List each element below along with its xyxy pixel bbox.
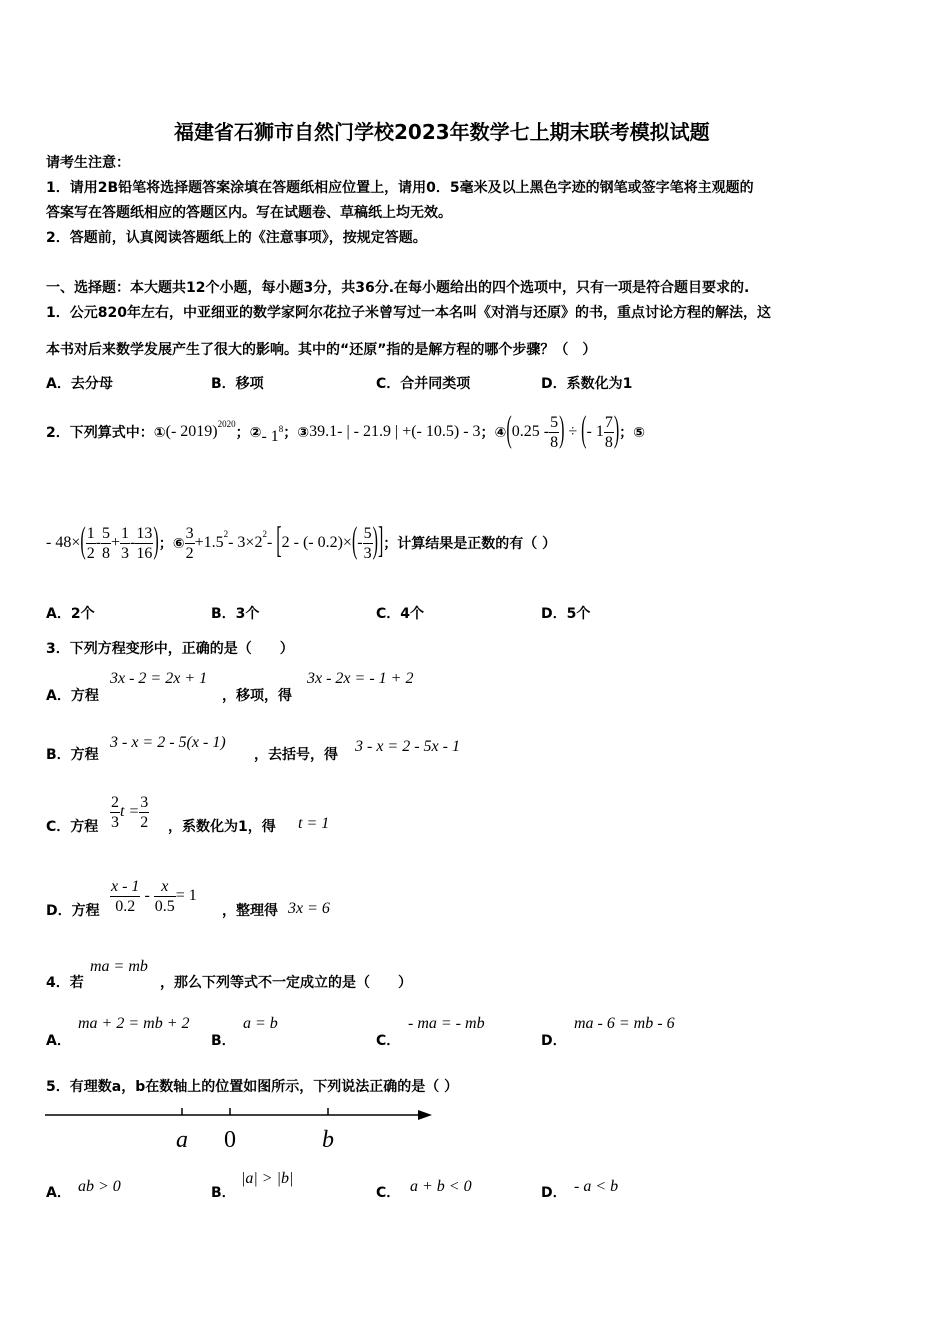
q3-a-equation: 3x - 2 = 2x + 1 (110, 670, 208, 687)
number-line-arrow-icon (418, 1110, 432, 1120)
q5-option-d-expr: - a < b (574, 1178, 619, 1195)
q4-option-a: A． (46, 1033, 71, 1049)
q3-d-result: 3x = 6 (288, 900, 330, 917)
q5-stem: 5．有理数a，b在数轴上的位置如图所示，下列说法正确的是（ ） (46, 1079, 459, 1095)
q2-sep5: ；⑥ (158, 536, 185, 552)
q3-d-prefix: D．方程 (46, 903, 100, 919)
q3-a-result: 3x - 2x = - 1 + 2 (307, 670, 414, 687)
q2-option-a: A．2个 (46, 606, 95, 622)
q5-option-b: B． (211, 1185, 236, 1201)
q2-suffix: ；计算结果是正数的有（ ） (383, 536, 557, 552)
q1-option-d: D．系数化为1 (541, 376, 633, 392)
q1-option-a: A．去分母 (46, 376, 113, 392)
q5-option-c-expr: a + b < 0 (410, 1178, 472, 1195)
q1-stem-line1: 1．公元820年左右，中亚细亚的数学家阿尔花拉子米曾写过一本名叫《对消与还原》的书，重点讨论方程的解法，这 (46, 305, 771, 321)
q3-b-middle: ，去括号，得 (254, 747, 338, 763)
q3-d-middle: ，整理得 (222, 903, 278, 919)
q2-sep2: ；③ (283, 425, 310, 441)
q3-b-equation: 3 - x = 2 - 5(x - 1) (110, 734, 226, 751)
q4-option-a-expr: ma + 2 = mb + 2 (78, 1015, 190, 1032)
q4-condition: ma = mb (90, 958, 148, 975)
q2-line2 (46, 520, 556, 566)
q3-b-result: 3 - x = 2 - 5x - 1 (355, 738, 460, 755)
q2-sep1: ；② (235, 425, 262, 441)
q2-sep4: ；⑤ (619, 425, 646, 441)
label-a: a (176, 1127, 188, 1153)
q2-expr5: - 48× ( $\frac{1}{2}$ - $\frac{5}{8}$ + $\frac{1}{3}$ - $\frac{13}{16}$ ) (46, 522, 159, 562)
q1-option-b: B．移项 (211, 376, 264, 392)
q2-expr4: ( 0.25 - $\frac{5}{8}$ ) ÷ ( - 1 $\frac{7}{8}$ ) (506, 411, 620, 451)
q5-option-c: C． (376, 1185, 401, 1201)
q3-c-middle: ，系数化为1，得 (168, 819, 276, 835)
q2-expr2: - $1^8$ (261, 424, 284, 445)
q5-option-a: A． (46, 1185, 71, 1201)
q5-option-a-expr: ab > 0 (78, 1178, 121, 1195)
q3-d-equation: $\frac{x - 1}{0.2}$ - $\frac{x}{0.5}$ = 1 (111, 877, 197, 915)
number-line (40, 1100, 440, 1160)
notice-line-3: 2．答题前，认真阅读答题纸上的《注意事项》，按规定答题。 (46, 230, 427, 246)
q4-option-d: D． (541, 1033, 567, 1049)
q2-expr3: 39.1- | - 21.9 | +(- 10.5) - 3 (309, 423, 481, 440)
q4-option-c-expr: - ma = - mb (408, 1015, 485, 1032)
q3-c-equation: $\frac{2}{3}$ t = $\frac{3}{2}$ (111, 793, 149, 831)
q3-b-prefix: B．方程 (46, 747, 99, 763)
q4-option-d-expr: ma - 6 = mb - 6 (574, 1015, 675, 1032)
notice-line-1: 1．请用2B铅笔将选择题答案涂填在答题纸相应位置上，请用0．5毫米及以上黑色字迹的钢笔或签字笔将主观题的 (46, 180, 754, 196)
page-title: 福建省石狮市自然门学校2023年数学七上期末联考模拟试题 (174, 120, 710, 144)
q3-a-prefix: A．方程 (46, 688, 99, 704)
q2-line1 (46, 410, 645, 454)
q4-option-b: B． (211, 1033, 236, 1049)
q3-stem: 3．下列方程变形中，正确的是（ ） (46, 641, 294, 657)
q4-prefix: 4．若 (46, 975, 84, 991)
q2-option-c: C．4个 (376, 606, 425, 622)
q2-prefix: 2．下列算式中：① (46, 425, 166, 441)
label-b: b (322, 1127, 334, 1153)
section-heading: 一、选择题：本大题共12个小题，每小题3分，共36分.在每小题给出的四个选项中，只有一项是符合题目要求的. (46, 280, 750, 296)
q5-option-b-expr: |a| > |b| (241, 1170, 294, 1187)
q4-option-b-expr: a = b (243, 1015, 278, 1032)
q2-expr1: (- 2019)$^{2020}$ (165, 419, 236, 440)
q1-stem-line2: 本书对后来数学发展产生了很大的影响。其中的“还原”指的是解方程的哪个步骤？（ ） (46, 342, 597, 358)
q4-option-c: C． (376, 1033, 401, 1049)
label-0: 0 (224, 1127, 236, 1153)
q3-c-prefix: C．方程 (46, 819, 99, 835)
notice-heading: 请考生注意： (46, 155, 130, 171)
q1-option-c: C．合并同类项 (376, 376, 471, 392)
notice-line-2: 答案写在答题纸相应的答题区内。写在试题卷、草稿纸上均无效。 (46, 205, 452, 221)
q2-sep3: ；④ (480, 425, 507, 441)
q2-option-d: D．5个 (541, 606, 591, 622)
q2-expr6: $\frac{3}{2}$ +1.5 2 - 3×2 2 - [ 2 - (- 0.2)× ( - $\frac{5}{3}$ ) ] (185, 522, 384, 562)
q2-option-b: B．3个 (211, 606, 260, 622)
q4-stem: ，那么下列等式不一定成立的是（ ） (160, 975, 412, 991)
q5-option-d: D． (541, 1185, 567, 1201)
q3-c-result: t = 1 (298, 815, 330, 832)
q3-a-middle: ，移项，得 (222, 688, 292, 704)
